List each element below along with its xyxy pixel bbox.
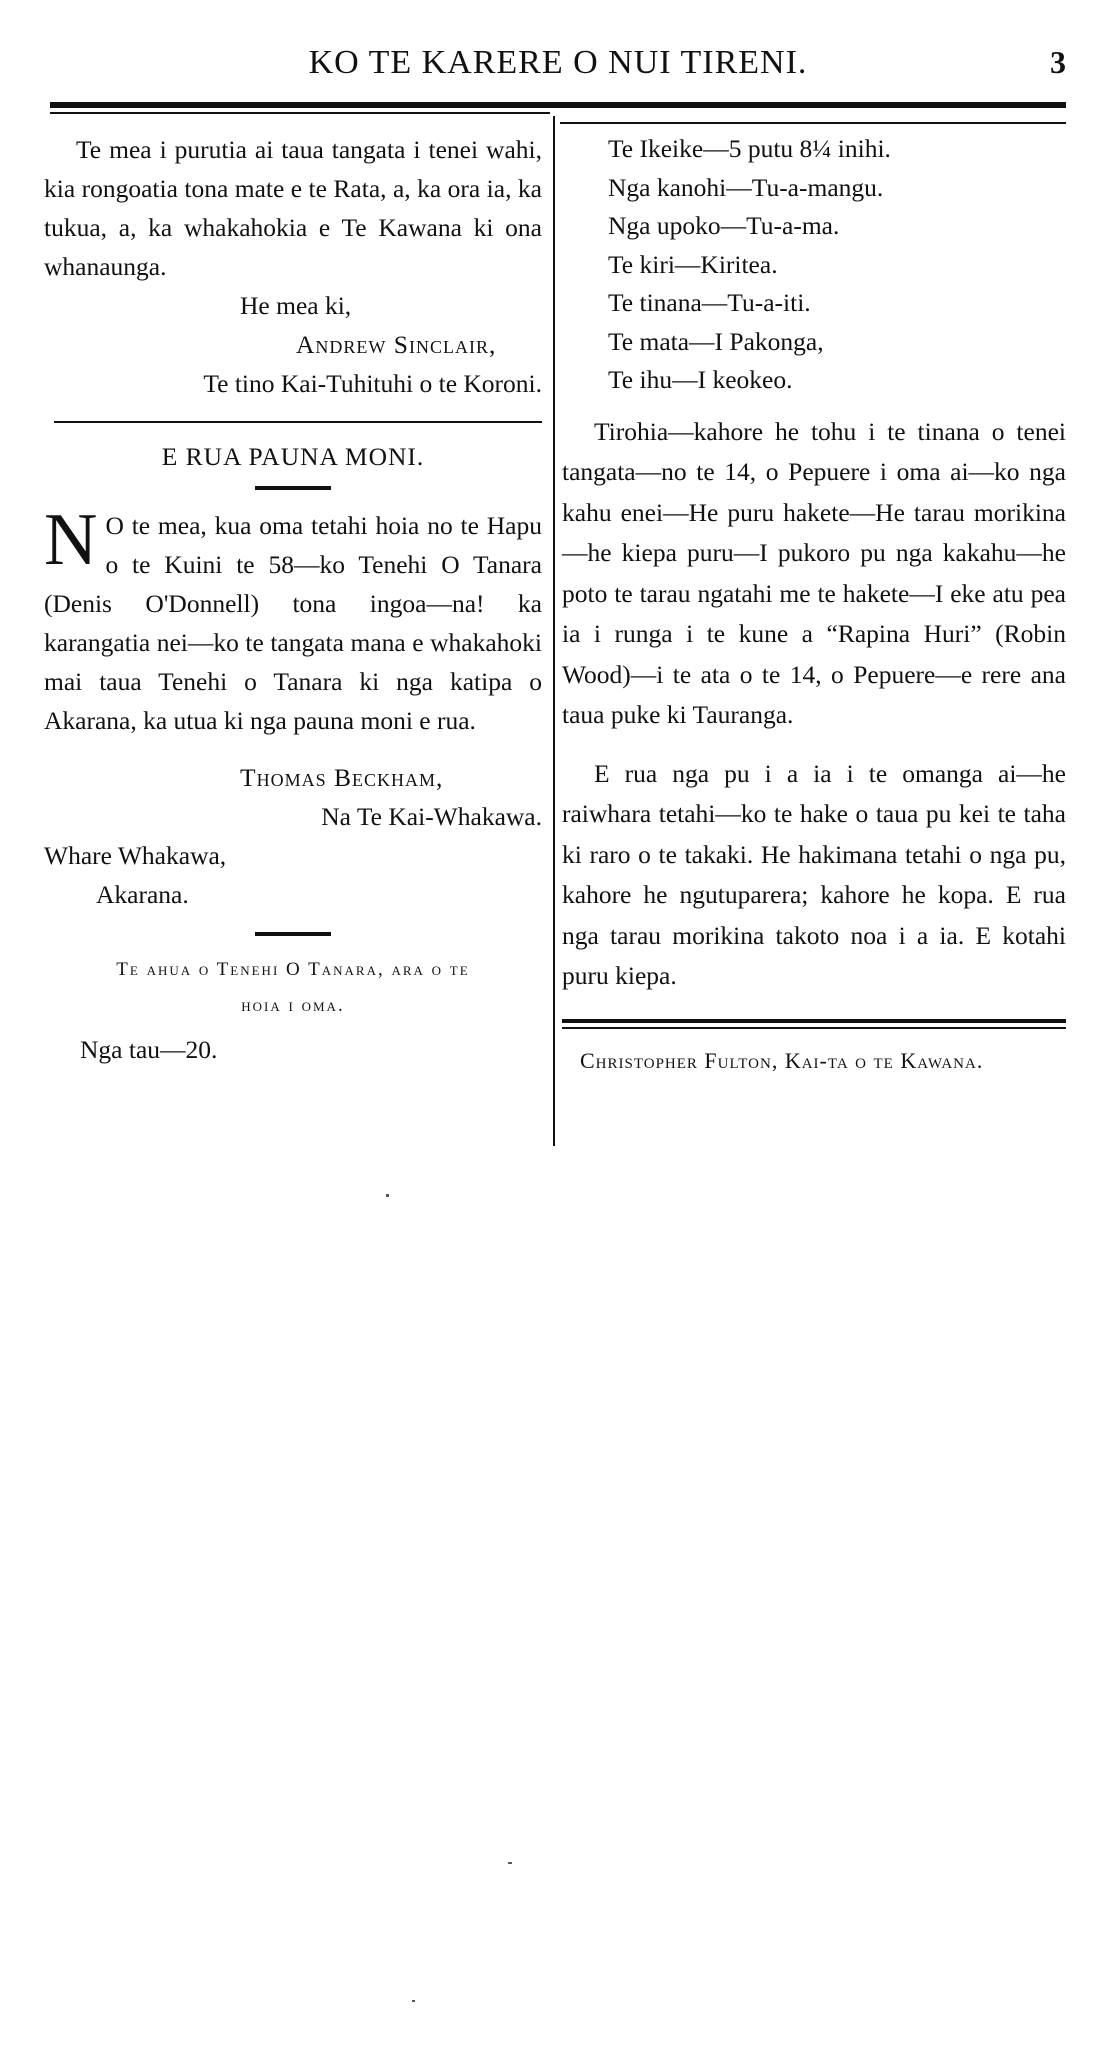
page-header xyxy=(50,44,1066,96)
header-rule-thin-right xyxy=(560,122,1066,124)
heading-rule xyxy=(255,486,331,490)
drop-cap: N xyxy=(44,499,98,581)
vital-line: Te tinana—Tu-a-iti. xyxy=(608,288,811,317)
vitals-list xyxy=(562,130,1066,400)
section-divider xyxy=(54,421,542,423)
vital-line: Te Ikeike—5 putu 8¼ inihi. xyxy=(608,134,891,163)
vital-line: Te mata—I Pakonga, xyxy=(608,326,824,356)
description-heading: Te ahua o Tenehi O Tanara, ara o te xyxy=(116,959,470,980)
footer-rule-thin xyxy=(562,1027,1066,1029)
notice-reward xyxy=(44,437,542,914)
notice-sinclair xyxy=(44,130,542,403)
header-rule xyxy=(50,102,1066,108)
notice-signer-title: Na Te Kai-Whakawa. xyxy=(321,802,542,831)
scan-speck xyxy=(508,1862,512,1864)
header-rule-thin-left xyxy=(50,112,550,114)
notice-signer-title: Te tino Kai-Tuhituhi o te Koroni. xyxy=(203,369,542,398)
description-heading: hoia i oma. xyxy=(241,995,345,1016)
scan-speck xyxy=(412,2000,415,2002)
place-line: Akarana. xyxy=(96,880,189,909)
right-column xyxy=(562,130,1066,1080)
place-line: Whare Whakawa, xyxy=(44,841,227,870)
left-column xyxy=(44,130,542,1069)
scan-speck xyxy=(386,1194,389,1197)
section-divider-short xyxy=(255,932,331,936)
notice-signer: Thomas Beckham, xyxy=(240,763,444,792)
weapons-paragraph: E rua nga pu i a ia i te omanga ai—he raiwhara tetahi—ko te hake o taua pu kei te taha ki raro o te takaki. He hakimana tetahi o nga pu, kahore he ngutuparera; kahore he kopa. E rua nga tarau morikina takoto noa i a ia. E kotahi puru kiepa. xyxy=(562,758,1066,990)
footer-rule xyxy=(562,1019,1066,1023)
vital-line: Te ihu—I keokeo. xyxy=(608,365,793,394)
vital-line: Te kiri—Kiritea. xyxy=(608,249,778,279)
vital-line: Nga kanohi—Tu-a-mangu. xyxy=(608,172,884,202)
notice-signer: Andrew Sinclair, xyxy=(296,330,497,359)
printer-signature: Christopher Fulton, Kai-ta o te Kawana. xyxy=(580,1047,984,1073)
age-line: Nga tau—20. xyxy=(80,1035,218,1064)
clothing-paragraph: Tirohia—kahore he tohu i te tinana o tenei tangata—no te 14, o Pepuere i oma ai—ko nga kahu enei—He puru hakete—He tarau morikina—he kiepa puru—I pukoro pu nga kakahu—he poto te tarau ngatahi me te hakete—I eke atu pea ia i runga i te kune a “Rapina Huri” (Robin Wood)—i te ata o te 14, o Pepuere—e rere ana taua puke ki Tauranga. xyxy=(562,416,1066,729)
page-number: 3 xyxy=(1050,44,1066,80)
vital-line: Nga upoko—Tu-a-ma. xyxy=(608,211,840,240)
newspaper-title: KO TE KARERE O NUI TIRENI. xyxy=(308,44,808,81)
notice-closing: He mea ki, xyxy=(240,291,352,320)
notice-body: Te mea i purutia ai taua tangata i tenei wahi, kia rongoatia tona mate e te Rata, a, ka ora ia, ka tukua, a, ka whakahokia e Te Kawana ki ona whanaunga. xyxy=(44,135,542,281)
notice-body xyxy=(44,499,542,740)
column-divider xyxy=(553,116,555,1146)
notice-heading: E RUA PAUNA MONI. xyxy=(161,442,425,471)
notice-body-text: O te mea, kua oma tetahi hoia no te Hapu o te Kuini te 58—ko Tenehi O Tanara (Denis O'Donnell) tona ingoa—na! ka karangatia nei—ko te tangata mana e whakahoki mai taua Tenehi o Tanara ki nga katipa o Akarana, ka utua ki nga pauna moni e rua. xyxy=(44,511,542,735)
